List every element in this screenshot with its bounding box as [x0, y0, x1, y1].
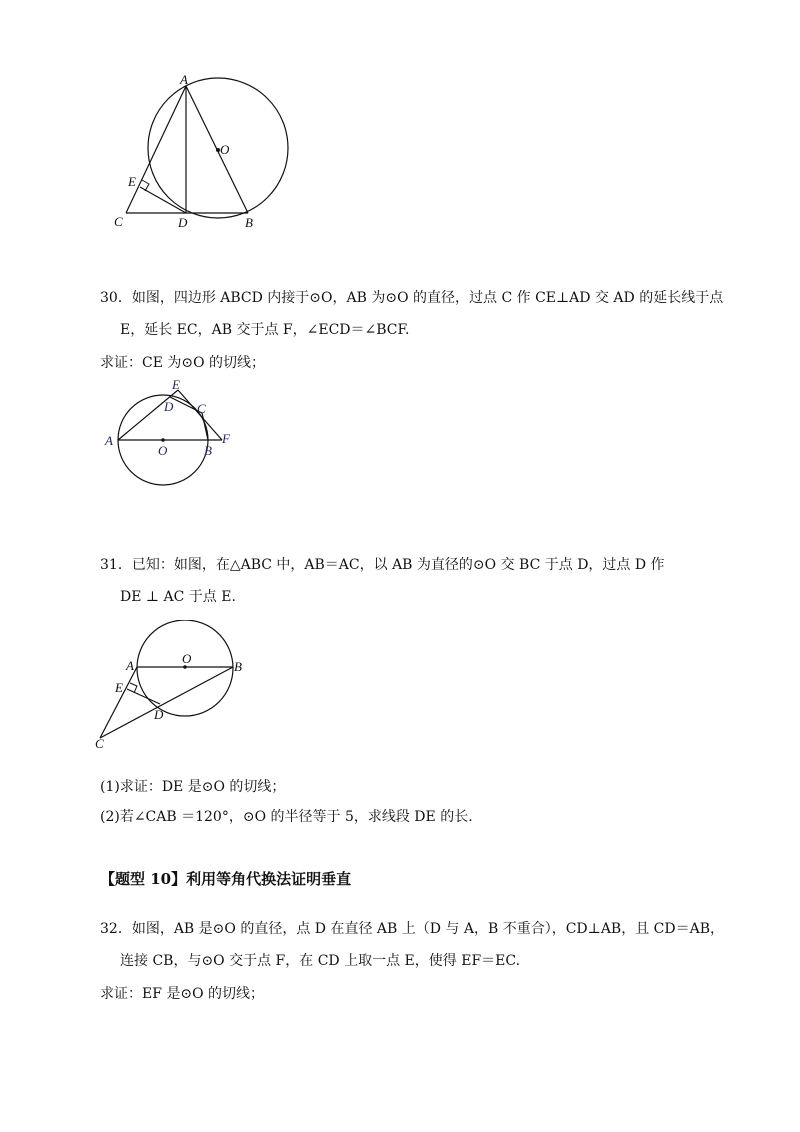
label-b: B: [245, 215, 253, 230]
label-f: F: [222, 431, 230, 446]
problem-32-line-1: 32．如图，AB 是⊙O 的直径，点 D 在直径 AB 上（D 与 A，B 不重合），CD⊥AB，且 CD＝AB，: [100, 921, 725, 937]
label-e: E: [115, 680, 123, 695]
label-d: D: [178, 215, 188, 230]
figure-31: [90, 620, 250, 750]
figure-30: [100, 375, 250, 490]
segment-cb: [100, 667, 233, 738]
problem-31-part-1: (1)求证：DE 是⊙O 的切线；: [100, 779, 286, 795]
label-e: E: [128, 174, 136, 189]
problem-31-line-1: 31．已知：如图，在△ABC 中，AB＝AC，以 AB 为直径的⊙O 交 BC 于点 D，过点 D 作: [100, 557, 665, 573]
label-d: D: [154, 707, 164, 722]
section-heading: 【题型 10】利用等角代换法证明垂直: [100, 870, 352, 888]
segment-ac: [126, 86, 186, 213]
problem-32-line-3: 求证：EF 是⊙O 的切线；: [100, 986, 265, 1002]
problem-31-part-2: (2)若∠CAB ＝120°，⊙O 的半径等于 5，求线段 DE 的长.: [100, 809, 473, 825]
label-c: C: [197, 401, 206, 416]
label-a: A: [105, 433, 113, 448]
label-c: C: [114, 214, 123, 229]
label-e: E: [172, 377, 180, 392]
label-o: O: [182, 651, 192, 666]
label-a: A: [126, 658, 134, 673]
figure-1: [100, 70, 300, 240]
segment-ac: [100, 667, 137, 738]
label-a: A: [180, 72, 188, 87]
label-o: O: [158, 443, 168, 458]
label-d: D: [164, 399, 174, 414]
label-b: B: [204, 443, 212, 458]
segment-cb: [202, 413, 208, 440]
problem-30-line-3: 求证：CE 为⊙O 的切线；: [100, 355, 266, 371]
problem-31-line-2: DE ⊥ AC 于点 E.: [120, 589, 236, 605]
problem-30-line-2: E，延长 EC，AB 交于点 F，∠ECD＝∠BCF.: [120, 322, 410, 338]
label-c: C: [95, 736, 104, 750]
problem-30-line-1: 30．如图，四边形 ABCD 内接于⊙O，AB 为⊙O 的直径，过点 C 作 CE⊥AD 交 AD 的延长线于点: [100, 290, 724, 306]
label-b: B: [234, 659, 242, 674]
label-o: O: [220, 142, 230, 157]
center-dot: [161, 438, 165, 442]
problem-32-line-2: 连接 CB，与⊙O 交于点 F，在 CD 上取一点 E，使得 EF＝EC.: [120, 953, 521, 969]
